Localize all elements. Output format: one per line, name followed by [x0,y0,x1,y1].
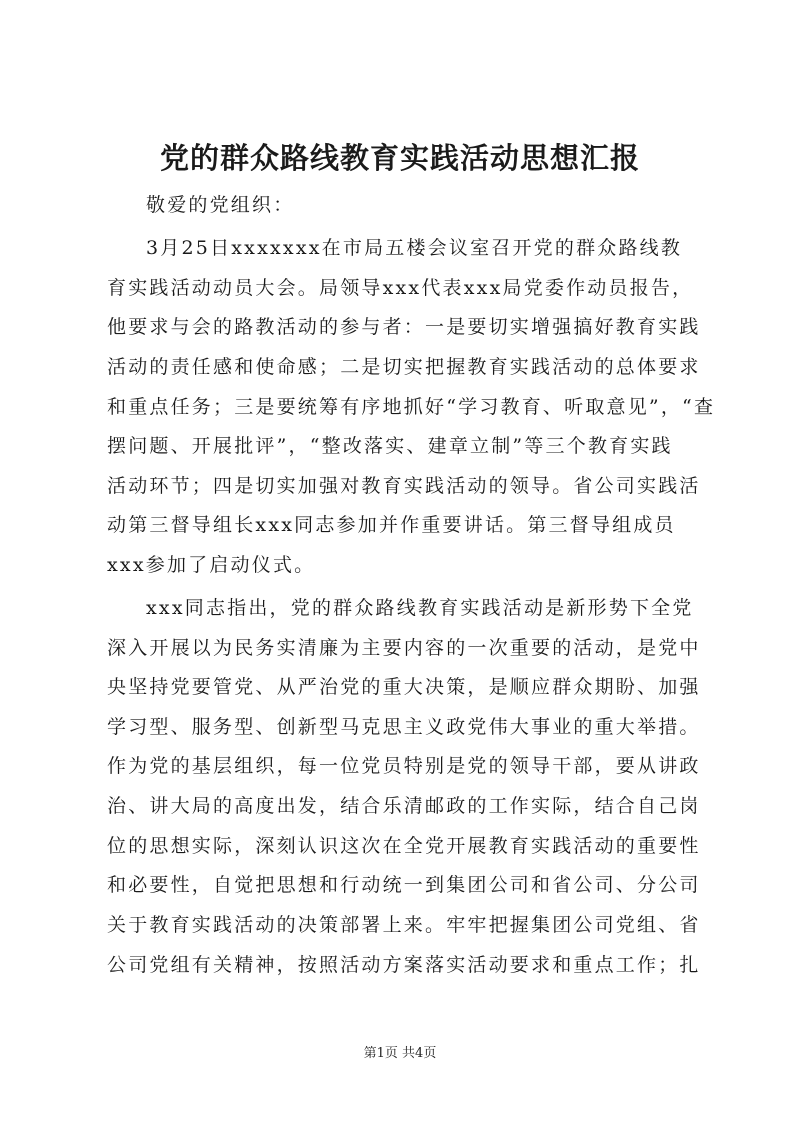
paragraph-line: 3月25日xxxxxxx在市局五楼会议室召开党的群众路线教 [146,237,683,259]
paragraph-line: 育实践活动动员大会。局领导xxx代表xxx局党委作动员报告， [107,277,694,299]
paragraph-line: 深入开展以为民务实清廉为主要内容的一次重要的活动，是党中 [107,637,701,659]
paragraph-line: 关于教育实践活动的决策部署上来。牢牢把握集团公司党组、省 [107,914,701,936]
page-number-footer: 第1页 共4页 [363,1046,437,1061]
paragraph-line: 摆问题、开展批评”，“整改落实、建章立制”等三个教育实践 [107,435,673,457]
paragraph-line: 学习型、服务型、创新型马克思主义政党伟大事业的重大举措。 [107,716,701,738]
paragraph-line: 动第三督导组长xxx同志参加并作重要讲话。第三督导组成员 [107,514,676,536]
paragraph-line: 和必要性，自觉把思想和行动统一到集团公司和省公司、分公司 [107,874,701,896]
paragraph-line: 和重点任务；三是要统筹有序地抓好“学习教育、听取意见”，“查 [107,396,716,418]
paragraph-line: 活动环节；四是切实加强对教育实践活动的领导。省公司实践活 [107,475,701,497]
paragraph-line: 治、讲大局的高度出发，结合乐清邮政的工作实际，结合自己岗 [107,795,701,817]
paragraph-line: 位的思想实际，深刻认识这次在全党开展教育实践活动的重要性 [107,835,701,857]
paragraph-line: xxx参加了启动仪式。 [107,554,316,576]
paragraph-line: xxx同志指出，党的群众路线教育实践活动是新形势下全党 [146,597,694,619]
greeting: 敬爱的党组织： [146,194,295,216]
paragraph-line: 公司党组有关精神，按照活动方案落实活动要求和重点工作；扎 [107,954,701,976]
paragraph-line: 他要求与会的路教活动的参与者：一是要切实增强搞好教育实践 [107,316,701,338]
paragraph-line: 活动的责任感和使命感；二是切实把握教育实践活动的总体要求 [107,356,701,378]
paragraph-line: 央坚持党要管党、从严治党的重大决策，是顺应群众期盼、加强 [107,676,701,698]
document-title: 党的群众路线教育实践活动思想汇报 [159,141,640,175]
paragraph-line: 作为党的基层组织，每一位党员特别是党的领导干部，要从讲政 [107,755,701,777]
